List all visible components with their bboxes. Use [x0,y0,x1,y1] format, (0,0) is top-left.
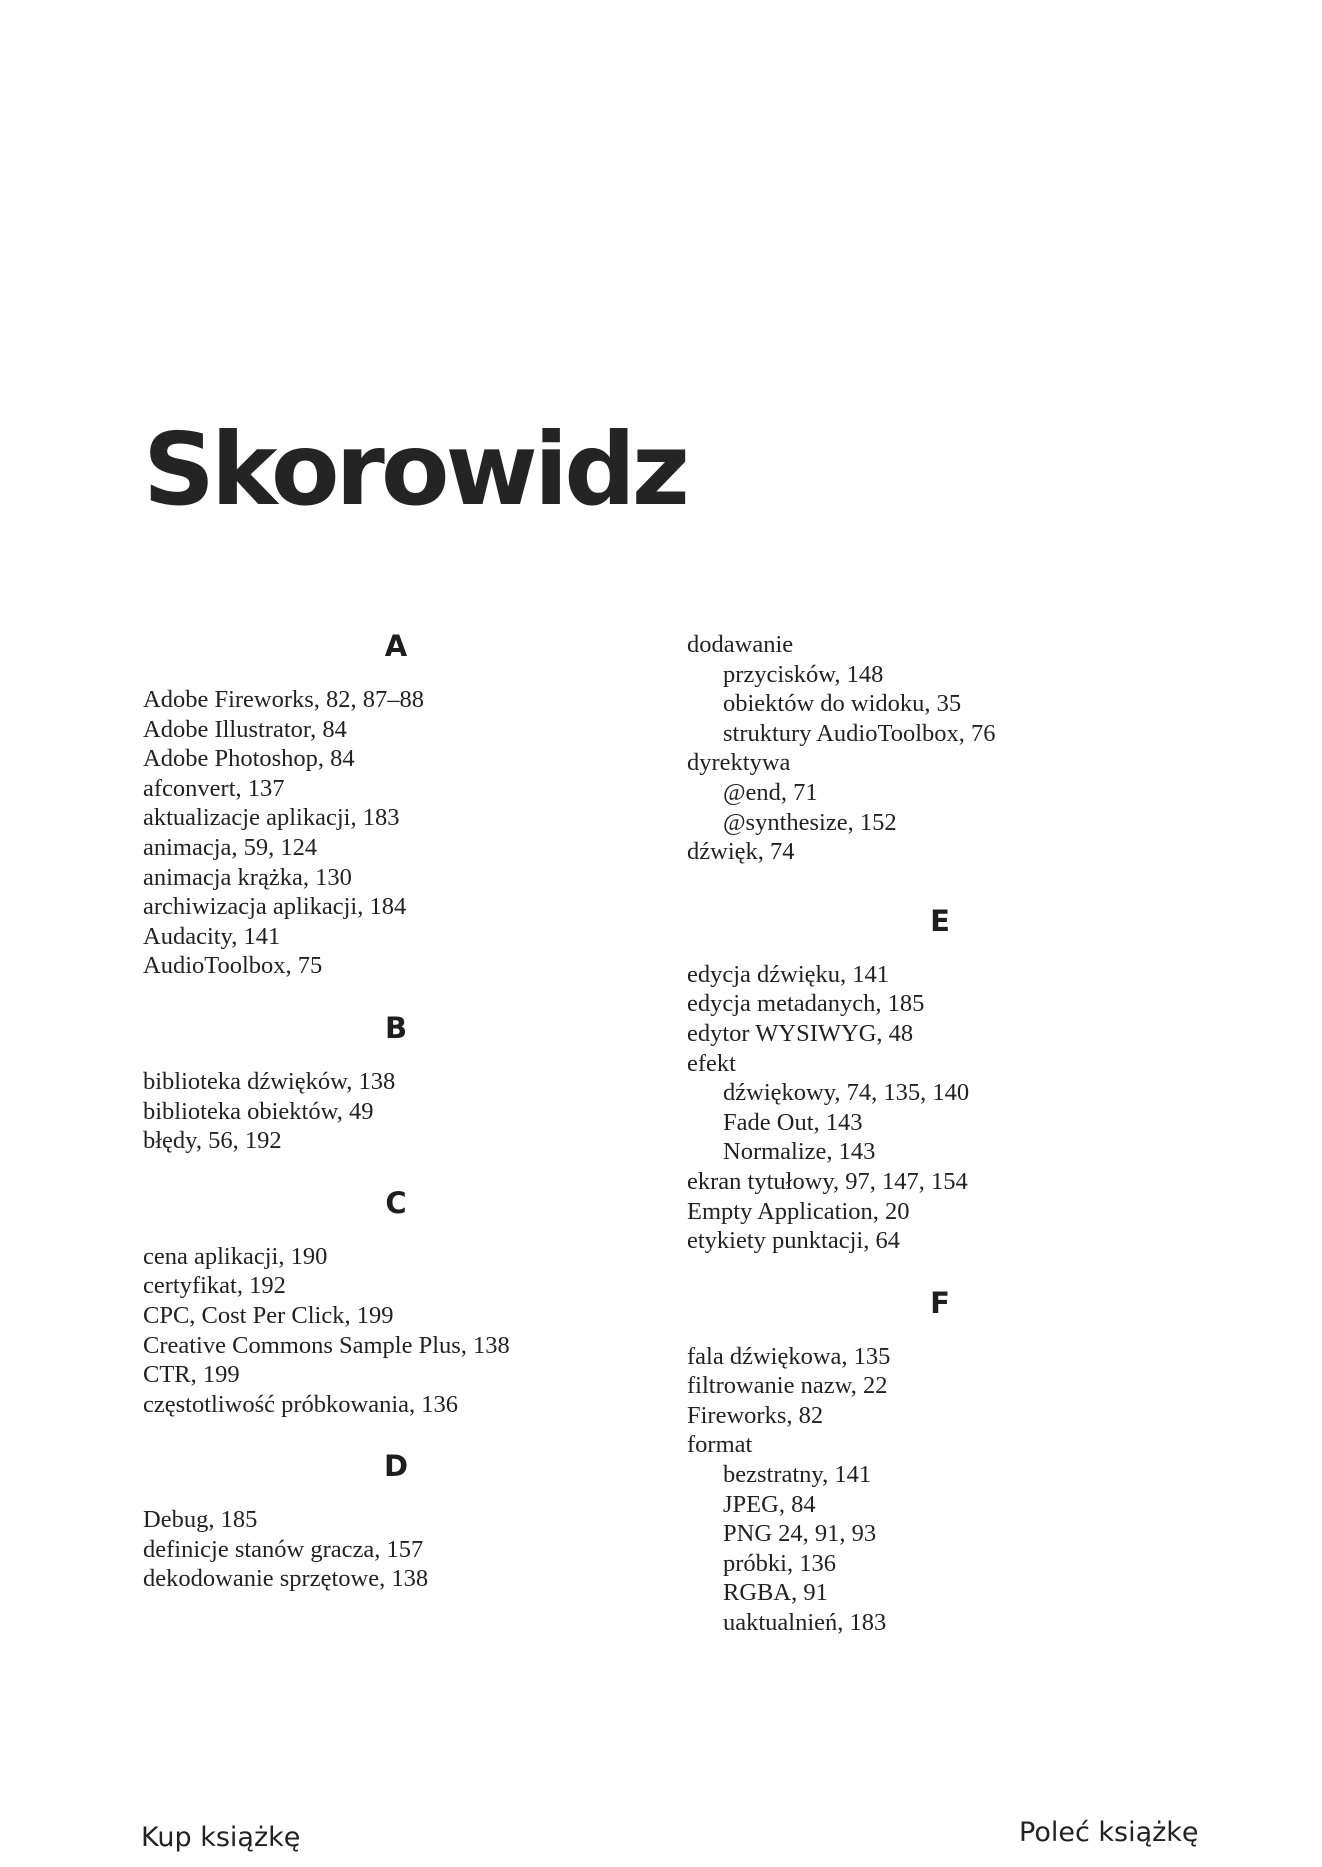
index-entry: certyfikat, 192 [143,1272,286,1300]
index-entry: Debug, 185 [143,1506,258,1534]
index-entry: Empty Application, 20 [687,1197,910,1225]
index-entry: błędy, 56, 192 [143,1127,282,1155]
index-section [687,630,1187,867]
buy-book-link[interactable]: Kup książkę [141,1822,301,1853]
index-section [687,901,1187,1256]
index-entry: dyrektywa [687,749,791,777]
index-entry: aktualizacje aplikacji, 183 [143,804,400,832]
index-entry: Adobe Fireworks, 82, 87–88 [143,686,425,713]
index-entry: archiwizacja aplikacji, 184 [143,893,407,921]
recommend-book-link[interactable]: Poleć książkę [1019,1817,1199,1848]
index-entry: dźwięk, 74 [687,838,795,866]
index-entry: cena aplikacji, 190 [143,1242,328,1270]
index-subentry: JPEG, 84 [723,1490,816,1518]
section-letter: C [385,1185,407,1220]
index-section [143,1446,643,1594]
index-entry: edytor WYSIWYG, 48 [687,1019,914,1047]
index-entry: Fireworks, 82 [687,1401,824,1429]
index-subentry: dźwiękowy, 74, 135, 140 [723,1079,970,1107]
index-column-right [687,630,1187,1638]
index-entry: edycja dźwięku, 141 [687,960,890,988]
page-title: Skorowidz [143,411,687,528]
index-subentry: próbki, 136 [723,1549,836,1577]
index-subentry: @end, 71 [723,778,818,806]
index-subentry: uaktualnień, 183 [723,1609,887,1637]
section-letter: A [384,629,408,663]
index-subentry: przycisków, 148 [723,660,884,688]
index-entry: ekran tytułowy, 97, 147, 154 [687,1167,968,1195]
index-entry: afconvert, 137 [143,774,285,802]
section-letter: F [930,1285,950,1320]
index-column-left [143,626,643,1594]
index-section [143,626,643,981]
section-letter: E [930,903,950,938]
index-entry: edycja metadanych, 185 [687,990,925,1018]
index-entry: biblioteka obiektów, 49 [143,1097,374,1125]
index-subentry: Normalize, 143 [723,1138,876,1166]
index-subentry: @synthesize, 152 [723,808,897,836]
index-entry: biblioteka dźwięków, 138 [143,1067,396,1095]
index-section [143,1008,643,1156]
section-letter: B [384,1010,408,1045]
index-entry: Audacity, 141 [143,922,281,950]
index-entry: CPC, Cost Per Click, 199 [143,1301,394,1329]
index-entry: częstotliwość próbkowania, 136 [143,1390,459,1418]
index-entry: Creative Commons Sample Plus, 138 [143,1331,510,1359]
index-entry: dodawanie [687,631,794,658]
index-entry: etykiety punktacji, 64 [687,1227,900,1255]
index-subentry: obiektów do widoku, 35 [723,690,962,718]
index-entry: dekodowanie sprzętowe, 138 [143,1565,429,1593]
index-entry: format [687,1431,753,1459]
index-entry: definicje stanów gracza, 157 [143,1535,424,1563]
index-subentry: RGBA, 91 [723,1579,828,1607]
index-entry: fala dźwiękowa, 135 [687,1342,891,1370]
index-subentry: bezstratny, 141 [723,1461,872,1489]
index-entry: animacja, 59, 124 [143,833,318,861]
index-section [143,1183,643,1420]
index-entry: animacja krążka, 130 [143,863,352,891]
index-entry: CTR, 199 [143,1361,240,1389]
index-subentry: PNG 24, 91, 93 [723,1520,877,1548]
index-entry: Adobe Illustrator, 84 [143,715,347,743]
index-entry: Adobe Photoshop, 84 [143,745,355,773]
section-letter: D [383,1449,409,1484]
index-section [687,1283,1187,1638]
index-entry: filtrowanie nazw, 22 [687,1372,888,1400]
index-subentry: struktury AudioToolbox, 76 [723,719,996,747]
index-entry: efekt [687,1049,736,1077]
index-subentry: Fade Out, 143 [723,1108,863,1136]
index-entry: AudioToolbox, 75 [143,952,323,980]
